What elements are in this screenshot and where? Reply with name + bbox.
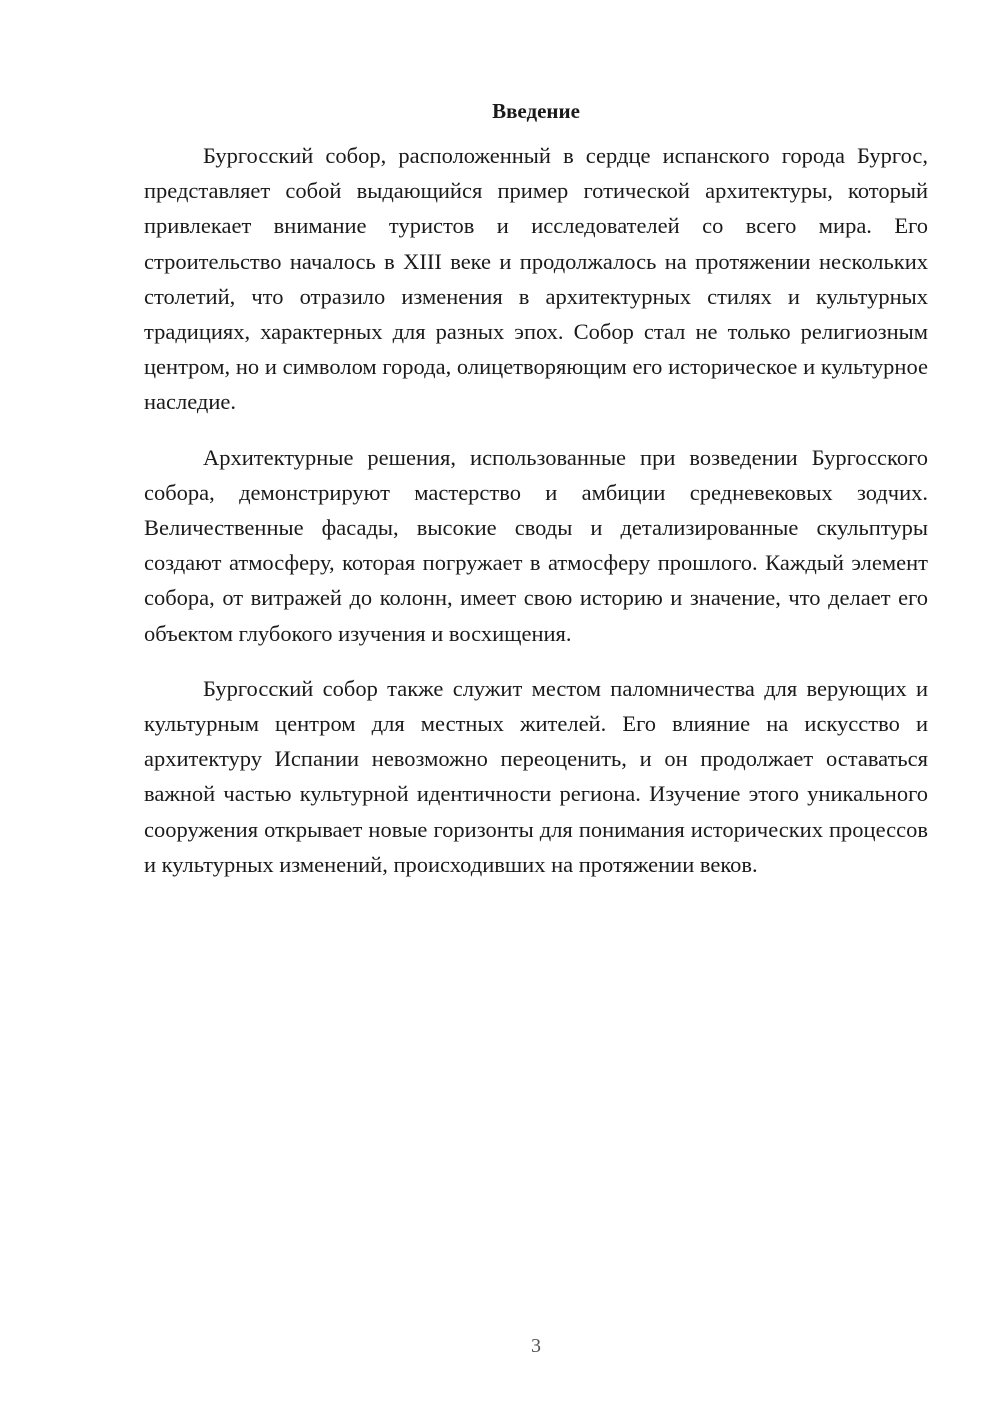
body-paragraph-2: Архитектурные решения, использованные при возведении Бургосского собора, демонстрируют мастерство и амбиции средневековых зодчих. Величественные фасады, высокие своды и детализированные скульптуры создают атмосферу, которая погружает в атмосферу прошлого. Каждый элемент собора, от витражей до колонн, имеет свою историю и значение, что делает его объектом глубокого изучения и восхищения. xyxy=(144,444,928,646)
page-content xyxy=(144,96,928,902)
page-number: 3 xyxy=(531,1335,541,1357)
body-paragraph-1: Бургосский собор, расположенный в сердце испанского города Бургос, представляет собой выдающийся пример готической архитектуры, который привлекает внимание туристов и исследователей со всего мира. Его строительство началось в XIII веке и продолжалось на протяжении нескольких столетий, что отразило изменения в архитектурных стилях и культурных традициях, характерных для разных эпох. Собор стал не только религиозным центром, но и символом города, олицетворяющим его историческое и культурное наследие. xyxy=(144,143,928,415)
section-heading: Введение xyxy=(492,99,580,123)
body-paragraph-3: Бургосский собор также служит местом паломничества для верующих и культурным центром для местных жителей. Его влияние на искусство и архитектуру Испании невозможно переоценить, и он продолжает оставаться важной частью культурной идентичности региона. Изучение этого уникального сооружения открывает новые горизонты для понимания исторических процессов и культурных изменений, происходивших на протяжении веков. xyxy=(144,675,928,877)
